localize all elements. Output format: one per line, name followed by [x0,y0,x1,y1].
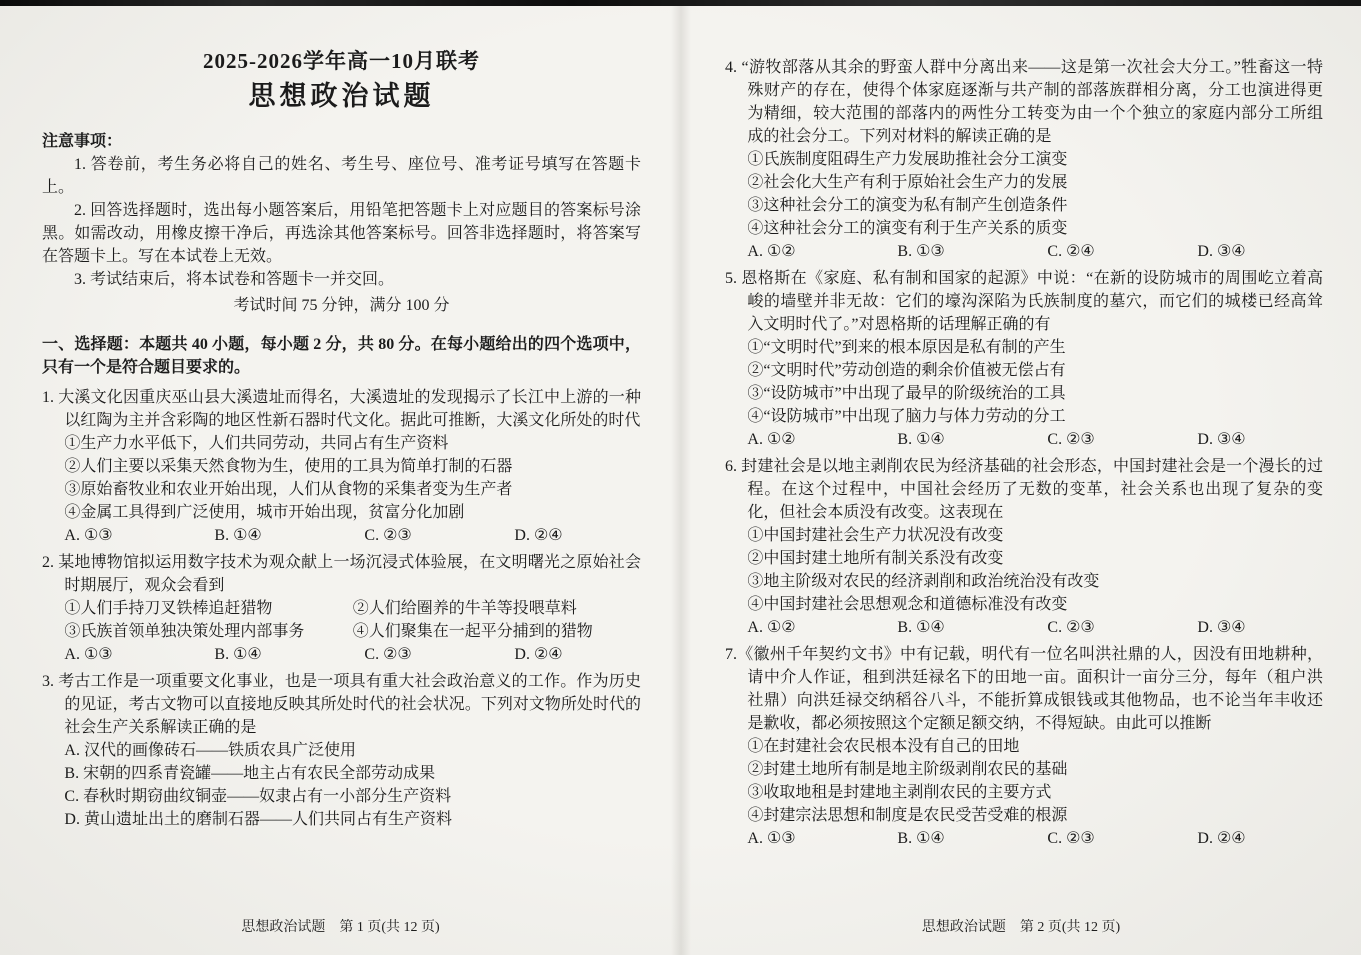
choice-b: B. ①④ [897,619,945,636]
question-7-answer-choices [747,827,1323,850]
question-1-item-2: ②人们主要以采集天然食物为生，使用的工具为简单打制的石器 [64,458,513,475]
question-5-item-4: ④“设防城市”中出现了脑力与体力劳动的分工 [747,408,1066,425]
exam-session-title: 2025-2026学年高一10月联考 [203,49,480,73]
choice-d: D. ③④ [1197,431,1246,448]
question-3 [42,670,641,831]
notice-item-1: 1. 答卷前，考生务必将自己的姓名、考生号、座位号、准考证号填写在答题卡上。 [42,156,641,196]
question-7-item-3: ③收取地租是封建地主剥削农民的主要方式 [747,784,1052,801]
question-7-item-1: ①在封建社会农民根本没有自己的田地 [747,738,1020,755]
paper-title: 思想政治试题 [248,81,435,111]
question-4-answer-choices [747,240,1323,263]
choice-b: B. ①④ [214,527,262,544]
question-6-item-3: ③地主阶级对农民的经济剥削和政治统治没有改变 [747,573,1100,590]
question-6-answer-choices [747,616,1323,639]
question-3-option-c: C. 春秋时期窃曲纹铜壶——奴隶占有一小部分生产资料 [64,788,452,805]
question-3-stem: 3. 考古工作是一项重要文化事业，也是一项具有重大社会政治意义的工作。作为历史的见证，考古文物可以直接地反映其所处时代的社会状况。下列对文物所处时代的社会生产关系解读正确的是 [42,673,641,736]
choice-b: B. ①④ [897,830,945,847]
notice-item-2: 2. 回答选择题时，选出每小题答案后，用铅笔把答题卡上对应题目的答案标号涂黑。如需改动，用橡皮擦干净后，再选涂其他答案标号。回答非选择题时，将答案写在答题卡上。写在本试卷上无效。 [42,202,641,265]
choice-a: A. ①② [747,431,796,448]
question-4-item-3: ③这种社会分工的演变为私有制产生创造条件 [747,197,1068,214]
question-7-stem: 7.《徽州千年契约文书》中有记载，明代有一位名叫洪社鼎的人，因没有田地耕种，请中介人作证，租到洪廷禄名下的田地一亩。面积计一亩分三分，每年（租户洪社鼎）向洪廷禄交纳稻谷八斗，不能折算成银钱或其他物品，也不论当年丰收还是歉收，都必须按照这个定额足额交纳，不得短缺。由此可以推断 [725,646,1323,732]
notice-item-3: 3. 考试结束后，将本试卷和答题卡一并交回。 [74,271,395,288]
choice-d: D. ②④ [514,646,563,663]
question-5-stem: 5. 恩格斯在《家庭、私有制和国家的起源》中说：“在新的设防城市的周围屹立着高峻的墙壁并非无故：它们的壕沟深陷为氏族制度的墓穴，而它们的城楼已经高耸入文明时代了。”对恩格斯的话理解正确的有 [725,270,1323,333]
question-6-item-1: ①中国封建社会生产力状况没有改变 [747,527,1004,544]
choice-a: A. ①③ [64,646,113,663]
page-2-footer: 思想政治试题 第 2 页(共 12 页) [921,920,1121,935]
question-1-answer-choices [64,524,641,547]
choice-c: C. ②③ [364,646,412,663]
question-2-stem: 2. 某地博物馆拟运用数字技术为观众献上一场沉浸式体验展，在文明曙光之原始社会时期展厅，观众会看到 [42,554,641,594]
question-1-stem: 1. 大溪文化因重庆巫山县大溪遗址而得名，大溪遗址的发现揭示了长江中上游的一种以红陶为主并含彩陶的地区性新石器时代文化。据此可推断，大溪文化所处的时代 [42,389,641,429]
choice-b: B. ①③ [897,243,945,260]
question-1-item-1: ①生产力水平低下，人们共同劳动，共同占有生产资料 [64,435,449,452]
question-4-item-4: ④这种社会分工的演变有利于生产关系的质变 [747,220,1068,237]
question-6-stem: 6. 封建社会是以地主剥削农民为经济基础的社会形态，中国封建社会是一个漫长的过程。在这个过程中，中国社会经历了无数的变革，社会关系也出现了复杂的变化，但社会本质没有改变。这表现在 [725,458,1323,521]
question-3-option-b: B. 宋朝的四系青瓷罐——地主占有农民全部劳动成果 [64,765,436,782]
question-4 [725,56,1323,263]
choice-c: C. ②③ [1047,619,1095,636]
question-5 [725,267,1323,451]
question-2-item-2: ②人们给圈养的牛羊等投喂草料 [352,600,577,617]
choice-a: A. ①③ [64,527,113,544]
question-5-item-1: ①“文明时代”到来的根本原因是私有制的产生 [747,339,1066,356]
question-3-option-d: D. 黄山遗址出土的磨制石器——人们共同占有生产资料 [64,811,452,828]
notice-heading: 注意事项： [42,133,123,150]
notice-section [42,130,641,317]
scan-edge-artifact [0,0,1361,6]
question-6 [725,455,1323,639]
choice-a: A. ①③ [747,830,796,847]
question-1-item-3: ③原始畜牧业和农业开始出现，人们从食物的采集者变为生产者 [64,481,513,498]
choice-c: C. ②③ [1047,830,1095,847]
page-fold-crease [671,0,691,955]
question-2-answer-choices [64,643,641,666]
choice-b: B. ①④ [214,646,262,663]
page-1-footer: 思想政治试题 第 1 页(共 12 页) [241,920,440,935]
choice-c: C. ②③ [1047,431,1095,448]
question-2-items [64,597,641,643]
question-4-stem: 4. “游牧部落从其余的野蛮人群中分离出来——这是第一次社会大分工。”牲畜这一特殊财产的存在，使得个体家庭逐渐与共产制的部落族群相分离，分工也演进得更为精细，较大范围的部落内的两性分工转变为由一个个独立的家庭内部分工所组成的社会分工。下列对材料的解读正确的是 [725,59,1323,145]
question-1-item-4: ④金属工具得到广泛使用，城市开始出现，贫富分化加剧 [64,504,465,521]
question-1 [42,386,641,547]
choice-d: D. ③④ [1197,243,1246,260]
question-2-item-1: ①人们手持刀叉铁棒追赶猎物 [64,600,273,617]
page-2 [681,0,1361,955]
question-7-item-2: ②封建土地所有制是地主阶级剥削农民的基础 [747,761,1068,778]
question-4-item-1: ①氏族制度阻碍生产力发展助推社会分工演变 [747,151,1068,168]
exam-duration-score: 考试时间 75 分钟，满分 100 分 [233,297,450,314]
question-5-answer-choices [747,428,1323,451]
question-2-item-4: ④人们聚集在一起平分捕到的猎物 [352,623,593,640]
choice-d: D. ②④ [1197,830,1246,847]
question-2-item-3: ③氏族首领单独决策处理内部事务 [64,623,305,640]
question-6-item-2: ②中国封建土地所有制关系没有改变 [747,550,1004,567]
question-4-item-2: ②社会化大生产有利于原始社会生产力的发展 [747,174,1068,191]
choice-a: A. ①② [747,619,796,636]
question-2 [42,551,641,666]
section-1-header: 一、选择题：本题共 40 小题，每小题 2 分，共 80 分。在每小题给出的四个选项中，只有一个是符合题目要求的。 [42,336,641,376]
choice-c: C. ②④ [1047,243,1095,260]
question-7-item-4: ④封建宗法思想和制度是农民受苦受难的根源 [747,807,1068,824]
question-5-item-2: ②“文明时代”劳动创造的剩余价值被无偿占有 [747,362,1066,379]
title-block [42,49,641,111]
choice-c: C. ②③ [364,527,412,544]
question-7 [725,643,1323,850]
choice-a: A. ①② [747,243,796,260]
choice-b: B. ①④ [897,431,945,448]
question-3-option-a: A. 汉代的画像砖石——铁质农具广泛使用 [64,742,356,759]
choice-d: D. ②④ [514,527,563,544]
question-5-item-3: ③“设防城市”中出现了最早的阶级统治的工具 [747,385,1066,402]
question-6-item-4: ④中国封建社会思想观念和道德标准没有改变 [747,596,1068,613]
choice-d: D. ③④ [1197,619,1246,636]
